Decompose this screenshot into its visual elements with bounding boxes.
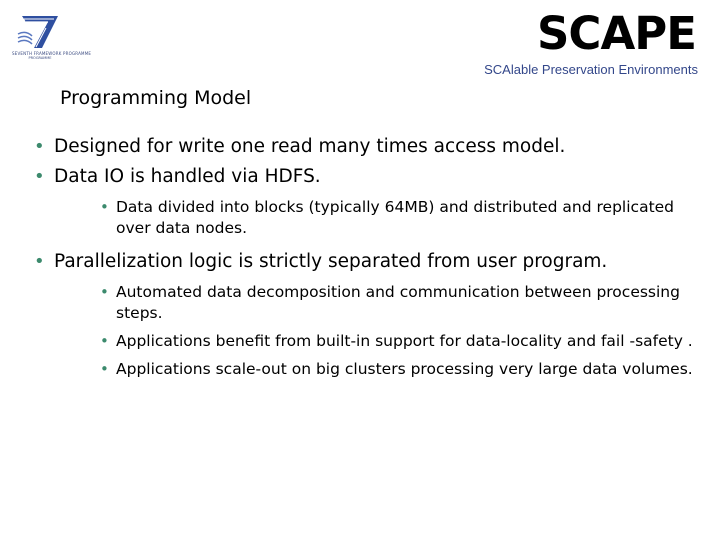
sub-bullet-dot-icon: • bbox=[100, 332, 109, 350]
sub-bullet-item bbox=[86, 331, 704, 352]
fp7-logo bbox=[12, 14, 92, 62]
sub-bullet-item bbox=[86, 282, 704, 324]
bullet-item bbox=[34, 134, 704, 160]
fp7-logo-icon bbox=[16, 14, 64, 50]
bullet-text: Data IO is handled via HDFS. bbox=[54, 166, 321, 187]
sub-bullet-item bbox=[86, 359, 704, 380]
sub-bullet-text: Applications scale-out on big clusters processing very large data volumes. bbox=[116, 360, 693, 378]
sub-bullet-text: Automated data decomposition and communication between processing steps. bbox=[116, 283, 680, 322]
bullet-dot-icon: • bbox=[34, 136, 45, 157]
sub-bullet-text: Applications benefit from built-in support for data-locality and fail -safety . bbox=[116, 332, 693, 350]
sub-bullet-list bbox=[54, 282, 704, 380]
sub-bullet-dot-icon: • bbox=[100, 360, 109, 378]
bullet-text: Parallelization logic is strictly separated from user program. bbox=[54, 251, 608, 272]
sub-bullet-item bbox=[86, 197, 704, 239]
bullet-item bbox=[34, 164, 704, 239]
bullet-text: Designed for write one read many times access model. bbox=[54, 136, 566, 157]
logo-caption: SEVENTH FRAMEWORK PROGRAMME bbox=[12, 51, 92, 56]
bullet-dot-icon: • bbox=[34, 166, 45, 187]
bullet-dot-icon: • bbox=[34, 251, 45, 272]
logo-caption-sub: PROGRAMME bbox=[28, 56, 52, 60]
sub-bullet-text: Data divided into blocks (typically 64MB) and distributed and replicated over data nodes. bbox=[116, 198, 675, 237]
sub-bullet-dot-icon: • bbox=[100, 283, 109, 301]
brand-title: SCAPE bbox=[537, 7, 696, 60]
bullet-item bbox=[34, 249, 704, 380]
slide-title: Programming Model bbox=[60, 87, 252, 109]
brand-subtitle: SCAlable Preservation Environments bbox=[484, 62, 698, 77]
sub-bullet-list bbox=[54, 197, 704, 239]
bullet-list bbox=[34, 134, 704, 390]
sub-bullet-dot-icon: • bbox=[100, 198, 109, 216]
